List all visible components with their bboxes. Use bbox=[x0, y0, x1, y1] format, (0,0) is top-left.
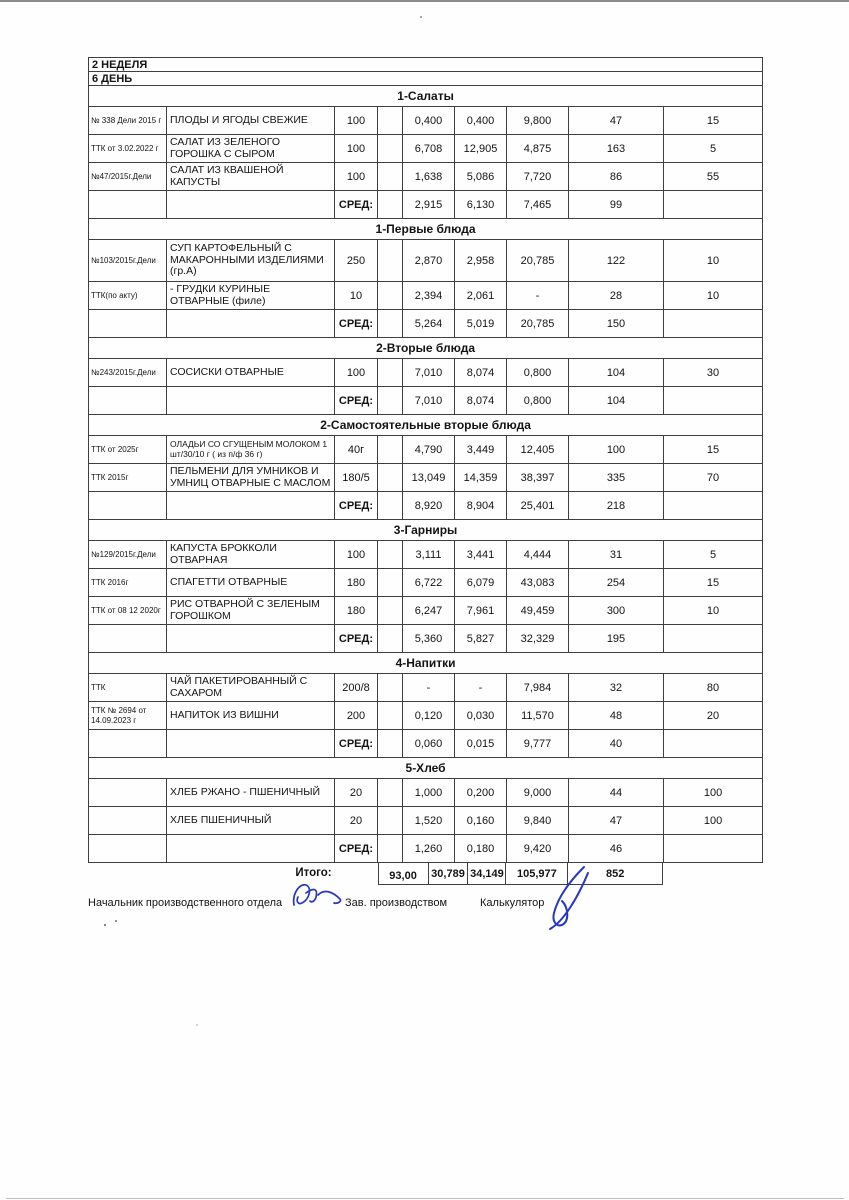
value-cell: 44 bbox=[569, 779, 664, 807]
recipe-ref-cell: №47/2015г.Дели bbox=[89, 163, 167, 191]
empty-cell bbox=[167, 730, 335, 758]
empty-cell bbox=[378, 492, 403, 520]
total-row bbox=[88, 862, 762, 885]
value-cell: 32 bbox=[569, 674, 664, 702]
empty-cell bbox=[378, 107, 403, 135]
empty-cell bbox=[167, 835, 335, 863]
value-cell: 100 bbox=[664, 807, 763, 835]
value-cell: 122 bbox=[569, 240, 664, 282]
total-spacer bbox=[663, 862, 762, 885]
avg-row bbox=[89, 310, 763, 338]
dish-name-cell: СПАГЕТТИ ОТВАРНЫЕ bbox=[167, 569, 335, 597]
value-cell: 47 bbox=[569, 807, 664, 835]
avg-value-cell: 195 bbox=[569, 625, 664, 653]
recipe-ref-cell: ТТК от 3.02.2022 г bbox=[89, 135, 167, 163]
empty-cell bbox=[89, 191, 167, 219]
scan-artifact-dot bbox=[196, 1024, 198, 1026]
value-cell: 9,000 bbox=[507, 779, 569, 807]
dish-row bbox=[89, 807, 763, 835]
value-cell: 70 bbox=[664, 464, 763, 492]
recipe-ref-cell: ТТК bbox=[89, 674, 167, 702]
value-cell: 163 bbox=[569, 135, 664, 163]
scan-artifact-dot bbox=[104, 924, 106, 926]
avg-value-cell: 150 bbox=[569, 310, 664, 338]
avg-label-cell: СРЕД: bbox=[335, 492, 378, 520]
value-cell: 0,800 bbox=[507, 359, 569, 387]
recipe-ref-cell: ТТК от 08 12 2020г bbox=[89, 597, 167, 625]
value-cell: 104 bbox=[569, 359, 664, 387]
dish-row bbox=[89, 135, 763, 163]
dish-name-cell: ПЕЛЬМЕНИ ДЛЯ УМНИКОВ И УМНИЦ ОТВАРНЫЕ С МАСЛОМ bbox=[167, 464, 335, 492]
empty-cell bbox=[89, 625, 167, 653]
value-cell: 20,785 bbox=[507, 240, 569, 282]
signature-production-head-icon bbox=[288, 879, 346, 915]
value-cell: 13,049 bbox=[403, 464, 455, 492]
empty-cell bbox=[664, 835, 763, 863]
avg-value-cell: 0,015 bbox=[455, 730, 507, 758]
section-header-row bbox=[89, 758, 763, 779]
empty-cell bbox=[378, 541, 403, 569]
empty-cell bbox=[378, 135, 403, 163]
value-cell: 335 bbox=[569, 464, 664, 492]
avg-value-cell: 8,074 bbox=[455, 387, 507, 415]
avg-label-cell: СРЕД: bbox=[335, 310, 378, 338]
empty-cell bbox=[378, 387, 403, 415]
recipe-ref-cell bbox=[89, 807, 167, 835]
value-cell: 5,086 bbox=[455, 163, 507, 191]
empty-cell bbox=[378, 569, 403, 597]
portion-cell: 100 bbox=[335, 107, 378, 135]
production-manager-label: Зав. производством bbox=[345, 897, 448, 909]
signature-block bbox=[88, 895, 762, 965]
recipe-ref-cell: №243/2015г.Дели bbox=[89, 359, 167, 387]
empty-cell bbox=[664, 492, 763, 520]
dish-row bbox=[89, 464, 763, 492]
avg-value-cell: 8,920 bbox=[403, 492, 455, 520]
avg-value-cell: 25,401 bbox=[507, 492, 569, 520]
empty-cell bbox=[378, 436, 403, 464]
value-cell: 3,449 bbox=[455, 436, 507, 464]
dish-name-cell: ПЛОДЫ И ЯГОДЫ СВЕЖИЕ bbox=[167, 107, 335, 135]
empty-cell bbox=[167, 492, 335, 520]
avg-value-cell: 0,180 bbox=[455, 835, 507, 863]
dish-name-cell: САЛАТ ИЗ ЗЕЛЕНОГО ГОРОШКА С СЫРОМ bbox=[167, 135, 335, 163]
empty-cell bbox=[89, 730, 167, 758]
dish-row bbox=[89, 282, 763, 310]
scan-edge-bottom bbox=[6, 1198, 844, 1199]
dish-name-cell: КАПУСТА БРОККОЛИ ОТВАРНАЯ bbox=[167, 541, 335, 569]
total-portions-cell: 93,00 bbox=[378, 862, 429, 885]
empty-cell bbox=[664, 730, 763, 758]
empty-cell bbox=[89, 387, 167, 415]
dish-row bbox=[89, 107, 763, 135]
empty-cell bbox=[378, 730, 403, 758]
value-cell: 6,247 bbox=[403, 597, 455, 625]
empty-cell bbox=[664, 625, 763, 653]
avg-row bbox=[89, 625, 763, 653]
value-cell: 0,200 bbox=[455, 779, 507, 807]
value-cell: 20 bbox=[664, 702, 763, 730]
avg-value-cell: 0,800 bbox=[507, 387, 569, 415]
avg-row bbox=[89, 835, 763, 863]
portion-cell: 100 bbox=[335, 163, 378, 191]
portion-cell: 180/5 bbox=[335, 464, 378, 492]
total-value-cell: 105,977 bbox=[505, 862, 568, 885]
value-cell: 9,840 bbox=[507, 807, 569, 835]
avg-value-cell: 32,329 bbox=[507, 625, 569, 653]
empty-cell bbox=[378, 779, 403, 807]
dish-row bbox=[89, 702, 763, 730]
recipe-ref-cell: ТТК № 2694 от 14.09.2023 г bbox=[89, 702, 167, 730]
section-header-row bbox=[89, 219, 763, 240]
dish-name-cell: СОСИСКИ ОТВАРНЫЕ bbox=[167, 359, 335, 387]
value-cell: - bbox=[455, 674, 507, 702]
empty-cell bbox=[89, 310, 167, 338]
avg-value-cell: 1,260 bbox=[403, 835, 455, 863]
avg-row bbox=[89, 492, 763, 520]
value-cell: 100 bbox=[569, 436, 664, 464]
avg-value-cell: 20,785 bbox=[507, 310, 569, 338]
recipe-ref-cell bbox=[89, 779, 167, 807]
dish-row bbox=[89, 674, 763, 702]
value-cell: 0,120 bbox=[403, 702, 455, 730]
dish-name-cell: - ГРУДКИ КУРИНЫЕ ОТВАРНЫЕ (филе) bbox=[167, 282, 335, 310]
section-title: 4-Напитки bbox=[89, 653, 763, 674]
empty-cell bbox=[167, 625, 335, 653]
value-cell: 11,570 bbox=[507, 702, 569, 730]
dish-name-cell: РИС ОТВАРНОЙ С ЗЕЛЕНЫМ ГОРОШКОМ bbox=[167, 597, 335, 625]
empty-cell bbox=[664, 310, 763, 338]
value-cell: 43,083 bbox=[507, 569, 569, 597]
value-cell: 6,079 bbox=[455, 569, 507, 597]
portion-cell: 200 bbox=[335, 702, 378, 730]
avg-value-cell: 104 bbox=[569, 387, 664, 415]
value-cell: 2,394 bbox=[403, 282, 455, 310]
value-cell: 0,400 bbox=[455, 107, 507, 135]
scan-artifact-dot bbox=[420, 16, 422, 18]
avg-value-cell: 99 bbox=[569, 191, 664, 219]
empty-cell bbox=[378, 282, 403, 310]
empty-cell bbox=[167, 191, 335, 219]
section-title: 3-Гарниры bbox=[89, 520, 763, 541]
avg-value-cell: 9,420 bbox=[507, 835, 569, 863]
empty-cell bbox=[378, 625, 403, 653]
total-value-cell: 34,149 bbox=[467, 862, 506, 885]
value-cell: 1,520 bbox=[403, 807, 455, 835]
avg-value-cell: 7,010 bbox=[403, 387, 455, 415]
value-cell: 3,111 bbox=[403, 541, 455, 569]
section-header-row bbox=[89, 415, 763, 436]
avg-label-cell: СРЕД: bbox=[335, 625, 378, 653]
dish-row bbox=[89, 597, 763, 625]
value-cell: 7,984 bbox=[507, 674, 569, 702]
avg-value-cell: 9,777 bbox=[507, 730, 569, 758]
avg-value-cell: 8,904 bbox=[455, 492, 507, 520]
menu-sheet bbox=[88, 57, 762, 965]
recipe-ref-cell: ТТК от 2025г bbox=[89, 436, 167, 464]
value-cell: 6,708 bbox=[403, 135, 455, 163]
empty-cell bbox=[378, 240, 403, 282]
value-cell: 2,958 bbox=[455, 240, 507, 282]
value-cell: - bbox=[403, 674, 455, 702]
total-value-cell: 30,789 bbox=[428, 862, 469, 885]
value-cell: 1,000 bbox=[403, 779, 455, 807]
empty-cell bbox=[378, 310, 403, 338]
dish-row bbox=[89, 359, 763, 387]
empty-cell bbox=[378, 702, 403, 730]
value-cell: 3,441 bbox=[455, 541, 507, 569]
dish-row bbox=[89, 541, 763, 569]
value-cell: 12,405 bbox=[507, 436, 569, 464]
value-cell: 10 bbox=[664, 240, 763, 282]
avg-label-cell: СРЕД: bbox=[335, 835, 378, 863]
value-cell: 5 bbox=[664, 135, 763, 163]
value-cell: 2,870 bbox=[403, 240, 455, 282]
empty-cell bbox=[664, 387, 763, 415]
avg-row bbox=[89, 387, 763, 415]
menu-table bbox=[88, 57, 763, 863]
portion-cell: 180 bbox=[335, 569, 378, 597]
section-header-row bbox=[89, 86, 763, 107]
empty-cell bbox=[89, 835, 167, 863]
avg-value-cell: 5,360 bbox=[403, 625, 455, 653]
value-cell: 4,875 bbox=[507, 135, 569, 163]
value-cell: 28 bbox=[569, 282, 664, 310]
value-cell: 30 bbox=[664, 359, 763, 387]
production-head-label: Начальник производственного отдела bbox=[88, 897, 283, 909]
avg-value-cell: 46 bbox=[569, 835, 664, 863]
value-cell: 300 bbox=[569, 597, 664, 625]
value-cell: 38,397 bbox=[507, 464, 569, 492]
dish-name-cell: ХЛЕБ ПШЕНИЧНЫЙ bbox=[167, 807, 335, 835]
value-cell: - bbox=[507, 282, 569, 310]
value-cell: 6,722 bbox=[403, 569, 455, 597]
empty-cell bbox=[378, 835, 403, 863]
portion-cell: 20 bbox=[335, 779, 378, 807]
portion-cell: 180 bbox=[335, 597, 378, 625]
value-cell: 55 bbox=[664, 163, 763, 191]
value-cell: 15 bbox=[664, 436, 763, 464]
avg-value-cell: 218 bbox=[569, 492, 664, 520]
empty-cell bbox=[378, 674, 403, 702]
value-cell: 7,720 bbox=[507, 163, 569, 191]
avg-label-cell: СРЕД: bbox=[335, 387, 378, 415]
empty-cell bbox=[167, 387, 335, 415]
scan-edge-top bbox=[0, 0, 849, 2]
avg-value-cell: 7,465 bbox=[507, 191, 569, 219]
section-title: 1-Салаты bbox=[89, 86, 763, 107]
recipe-ref-cell: ТТК 2016г bbox=[89, 569, 167, 597]
recipe-ref-cell: ТТК 2015г bbox=[89, 464, 167, 492]
empty-cell bbox=[167, 310, 335, 338]
recipe-ref-cell: № 338 Дели 2015 г bbox=[89, 107, 167, 135]
portion-cell: 200/8 bbox=[335, 674, 378, 702]
avg-value-cell: 5,827 bbox=[455, 625, 507, 653]
value-cell: 9,800 bbox=[507, 107, 569, 135]
empty-cell bbox=[378, 191, 403, 219]
value-cell: 12,905 bbox=[455, 135, 507, 163]
value-cell: 1,638 bbox=[403, 163, 455, 191]
dish-row bbox=[89, 569, 763, 597]
value-cell: 31 bbox=[569, 541, 664, 569]
portion-cell: 100 bbox=[335, 541, 378, 569]
value-cell: 7,961 bbox=[455, 597, 507, 625]
section-header-row bbox=[89, 653, 763, 674]
empty-cell bbox=[664, 191, 763, 219]
dish-name-cell: СУП КАРТОФЕЛЬНЫЙ С МАКАРОННЫМИ ИЗДЕЛИЯМИ (гр.А) bbox=[167, 240, 335, 282]
value-cell: 47 bbox=[569, 107, 664, 135]
avg-value-cell: 2,915 bbox=[403, 191, 455, 219]
portion-cell: 40г bbox=[335, 436, 378, 464]
empty-cell bbox=[378, 464, 403, 492]
dish-name-cell: ЧАЙ ПАКЕТИРОВАННЫЙ С САХАРОМ bbox=[167, 674, 335, 702]
empty-cell bbox=[378, 807, 403, 835]
total-value-cell: 852 bbox=[567, 862, 663, 885]
avg-row bbox=[89, 730, 763, 758]
calculator-label: Калькулятор bbox=[480, 897, 545, 909]
value-cell: 80 bbox=[664, 674, 763, 702]
week-row bbox=[89, 58, 763, 72]
value-cell: 4,444 bbox=[507, 541, 569, 569]
dish-row bbox=[89, 779, 763, 807]
avg-value-cell: 40 bbox=[569, 730, 664, 758]
value-cell: 10 bbox=[664, 597, 763, 625]
value-cell: 2,061 bbox=[455, 282, 507, 310]
empty-cell bbox=[89, 492, 167, 520]
section-title: 2-Самостоятельные вторые блюда bbox=[89, 415, 763, 436]
recipe-ref-cell: №129/2015г.Дели bbox=[89, 541, 167, 569]
value-cell: 4,790 bbox=[403, 436, 455, 464]
dish-name-cell: САЛАТ ИЗ КВАШЕНОЙ КАПУСТЫ bbox=[167, 163, 335, 191]
value-cell: 15 bbox=[664, 569, 763, 597]
avg-value-cell: 0,060 bbox=[403, 730, 455, 758]
value-cell: 5 bbox=[664, 541, 763, 569]
value-cell: 14,359 bbox=[455, 464, 507, 492]
empty-cell bbox=[378, 359, 403, 387]
value-cell: 49,459 bbox=[507, 597, 569, 625]
empty-cell bbox=[378, 163, 403, 191]
avg-row bbox=[89, 191, 763, 219]
avg-label-cell: СРЕД: bbox=[335, 191, 378, 219]
value-cell: 0,030 bbox=[455, 702, 507, 730]
value-cell: 100 bbox=[664, 779, 763, 807]
day-label: 6 ДЕНЬ bbox=[89, 72, 763, 86]
section-title: 5-Хлеб bbox=[89, 758, 763, 779]
value-cell: 0,400 bbox=[403, 107, 455, 135]
portion-cell: 100 bbox=[335, 135, 378, 163]
recipe-ref-cell: №103/2015г.Дели bbox=[89, 240, 167, 282]
portion-cell: 10 bbox=[335, 282, 378, 310]
dish-row bbox=[89, 240, 763, 282]
dish-row bbox=[89, 163, 763, 191]
avg-label-cell: СРЕД: bbox=[335, 730, 378, 758]
recipe-ref-cell: ТТК(по акту) bbox=[89, 282, 167, 310]
total-label: Итого: bbox=[295, 867, 332, 879]
value-cell: 10 bbox=[664, 282, 763, 310]
portion-cell: 20 bbox=[335, 807, 378, 835]
avg-value-cell: 5,264 bbox=[403, 310, 455, 338]
avg-value-cell: 6,130 bbox=[455, 191, 507, 219]
dish-name-cell: ХЛЕБ РЖАНО - ПШЕНИЧНЫЙ bbox=[167, 779, 335, 807]
section-title: 2-Вторые блюда bbox=[89, 338, 763, 359]
value-cell: 0,160 bbox=[455, 807, 507, 835]
value-cell: 254 bbox=[569, 569, 664, 597]
scan-artifact-dot bbox=[115, 920, 117, 922]
section-title: 1-Первые блюда bbox=[89, 219, 763, 240]
portion-cell: 100 bbox=[335, 359, 378, 387]
portion-cell: 250 bbox=[335, 240, 378, 282]
week-label: 2 НЕДЕЛЯ bbox=[89, 58, 763, 72]
value-cell: 15 bbox=[664, 107, 763, 135]
value-cell: 86 bbox=[569, 163, 664, 191]
signature-flourish-icon bbox=[540, 863, 595, 933]
day-row bbox=[89, 72, 763, 86]
dish-name-cell: НАПИТОК ИЗ ВИШНИ bbox=[167, 702, 335, 730]
empty-cell bbox=[378, 597, 403, 625]
dish-name-cell: ОЛАДЬИ СО СГУЩЕНЫМ МОЛОКОМ 1 шт/30/10 г ( из п/ф 36 г) bbox=[167, 436, 335, 464]
value-cell: 48 bbox=[569, 702, 664, 730]
avg-value-cell: 5,019 bbox=[455, 310, 507, 338]
dish-row bbox=[89, 436, 763, 464]
value-cell: 7,010 bbox=[403, 359, 455, 387]
value-cell: 8,074 bbox=[455, 359, 507, 387]
section-header-row bbox=[89, 338, 763, 359]
section-header-row bbox=[89, 520, 763, 541]
